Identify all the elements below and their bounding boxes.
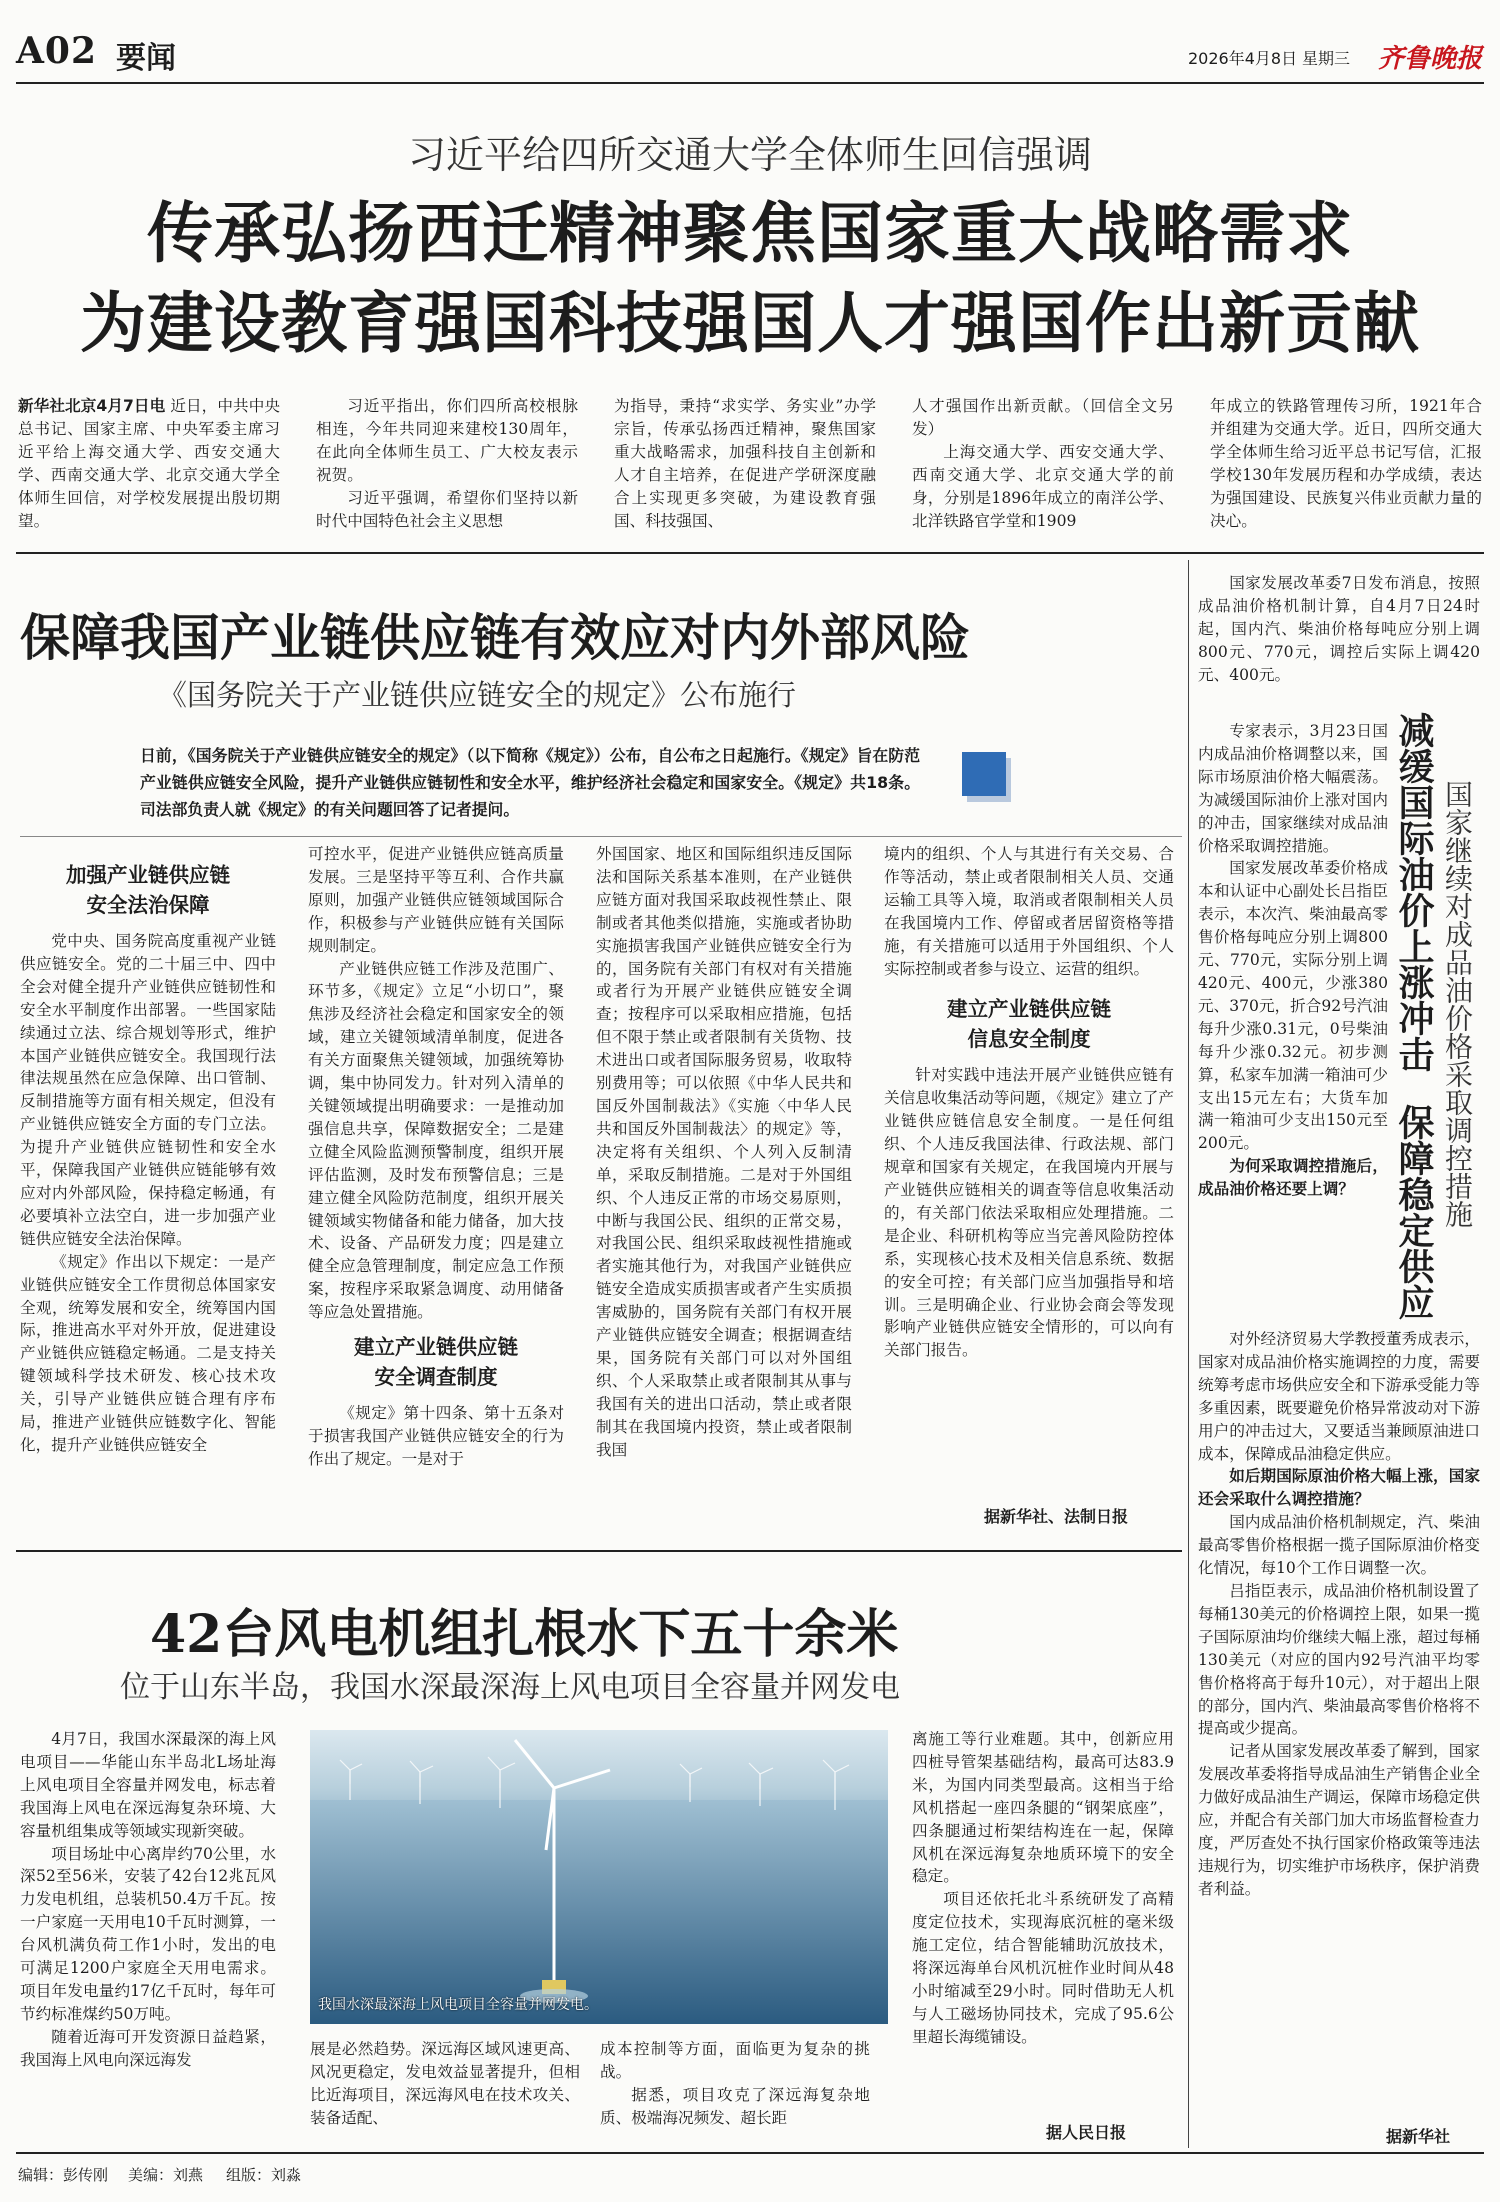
story3-col3-p2: 据悉，项目攻克了深远海复杂地质、极端海况频发、超长距 (600, 2085, 870, 2127)
story3-headline: 42台风电机组扎根水下五十余米 (150, 1604, 899, 1665)
story3-col4-p2: 项目还依托北斗系统研发了高精度定位技术，实现海底沉桩的毫米级施工定位，结合智能辅助沉放技术，将深远海单台风机沉桩作业时间从48小时缩减至29小时。同时借助无人机与人工磁场协同技术，完成了95.6公里超长海缆铺设。 (912, 1890, 1174, 2046)
wind-turbines-illustration (310, 1730, 888, 2024)
sidebar-p6: 吕指臣表示，成品油价格机制设置了每桶130美元的价格调控上限，如果一揽子国际原油均价继续大幅上涨，超过每桶130美元（对应的国内92号汽油平均零售价格将高于每升10元），对于超出上限的部分，国内汽、柴油最高零售价格将不提高或少提高。 (1198, 1581, 1480, 1738)
sidebar-p2: 专家表示，3月23日国内成品油价格调整以来，国际市场原油价格大幅震荡。为减缓国际油价上涨对国内的冲击，国家继续对成品油价格采取调控措施。 (1198, 722, 1388, 855)
sidebar-col-top (1198, 572, 1480, 718)
story3-subhead: 位于山东半岛，我国水深最深海上风电项目全容量并网发电 (120, 1670, 900, 1705)
story2-col2-p3: 《规定》第十四条、第十五条对于损害我国产业链供应链安全的行为作出了规定。一是对于 (308, 1404, 564, 1468)
story3-col1-p1: 4月7日，我国水深最深的海上风电项目——华能山东半岛北L场址海上风电项目全容量并网发电，标志着我国海上风电在深远海复杂环境、大容量机组集成等领域实现新突破。 (20, 1730, 276, 1840)
sidebar-p7: 记者从国家发展改革委了解到，国家发展改革委将指导成品油生产销售企业全力做好成品油生产调运，保障市场稳定供应，并配合有关部门加大市场监督检查力度，严厉查处不执行国家价格政策等违法违规行为，切实维护市场秩序，保护消费者利益。 (1198, 1742, 1480, 1898)
sidebar-vertical-kicker: 国家继续对成品油价格采取调控措施 (1441, 780, 1474, 1228)
sidebar-p4: 对外经济贸易大学教授董秀成表示，国家对成品油价格实施调控的力度，需要统筹考虑市场供应安全和下游承受能力等多重因素，既要避免价格异常波动对下游用户的冲击过大，又要适当兼顾原油进口成本，保障成品油稳定供应。 (1198, 1330, 1480, 1463)
story2-col1-p2: 《规定》作出以下规定：一是产业链供应链安全工作贯彻总体国家安全观，统筹发展和安全，统筹国内国际，推进高水平对外开放，促进建设产业链供应链稳定畅通。二是支持关键领域科学技术研发、核心技术攻关，引导产业链供应链合理有序布局，推进产业链供应链数字化、智能化，提升产业链供应链安全 (20, 1252, 276, 1454)
story1-col4b: 上海交通大学、西安交通大学、西南交通大学、北京交通大学的前身，分别是1896年成立的南洋公学、北洋铁路官学堂和1909 (912, 442, 1174, 530)
story2-col3: 外国国家、地区和国际组织违反国际法和国际关系基本准则，在产业链供应链方面对我国采取歧视性禁止、限制或者其他类似措施，实施或者协助实施损害我国产业链供应链安全行为的，国务院有关部门有权对有关措施或者行为开展产业链供应链安全调查；按程序可以采取相应措施，包括但不限于禁止或者限制有关货物、技术进出口或者国际服务贸易，收取特别费用等；可以依照《中华人民共和国反外国制裁法》《实施〈中华人民共和国反外国制裁法〉的规定》等，决定将有关组织、个人列入反制清单，采取反制措施。二是对于外国组织、个人违反正常的市场交易原则，中断与我国公民、组织的正常交易，对我国公民、组织采取歧视性措施或者实施其他行为，对我国产业链供应链安全造成实质损害或者产生实质损害威胁的，国务院有关部门有权开展产业链供应链安全调查；根据调查结果，国务院有关部门可以对外国组织、个人采取禁止或者限制其从事与我国有关的进出口活动，禁止或者限制其在我国境内投资，禁止或者限制我国 (596, 845, 852, 1459)
sidebar-vertical-title-a: 减缓国际油价上涨冲击 (1393, 712, 1435, 1072)
paper-logo: 齐鲁晚报 (1378, 44, 1483, 74)
story3-col2: 展是必然趋势。深远海区域风速更高、风况更稳定，发电效益显著提升，但相比近海项目，深远海风电在技术攻关、装备适配、 (310, 2040, 580, 2127)
story1-bottom-rule (16, 552, 1484, 554)
story1-col-5 (1210, 395, 1482, 545)
story3-col-1 (20, 1728, 276, 2146)
story1-kicker: 习近平给四所交通大学全体师生回信强调 (407, 133, 1092, 177)
story2-sub1: 加强产业链供应链 安全法治保障 (66, 863, 230, 917)
sidebar-source: 据新华社 (1386, 2127, 1451, 2146)
sidebar-q1: 为何采取调控措施后，成品油价格还要上调？ (1198, 1156, 1388, 1199)
story3-col1-p3: 随着近海可开发资源日益趋紧，我国海上风电向深远海发 (20, 2027, 276, 2069)
sidebar-p5: 国内成品油价格机制规定，汽、柴油最高零售价格根据一揽子国际原油价格变化情况，每10个工作日调整一次。 (1198, 1513, 1480, 1578)
story2-col-1 (20, 852, 276, 1528)
story1-dateline: 新华社北京4月7日电 (18, 397, 166, 415)
story2-col2-p1: 可控水平，促进产业链供应链高质量发展。三是坚持平等互利、合作共赢原则，加强产业链供应链领域国际合作，积极参与产业链供应链有关国际规则制定。 (308, 845, 564, 955)
footer-editor: 编辑：彭传刚 (18, 2166, 109, 2184)
sidebar-q2: 如后期国际原油价格大幅上涨，国家还会采取什么调控措施？ (1198, 1466, 1480, 1509)
story3-col-3 (600, 2038, 870, 2146)
story2-col-2 (308, 843, 564, 1528)
story3-col4-p1: 离施工等行业难题。其中，创新应用四桩导管架基础结构，最高可达83.9米，为国内同类型最高。这相当于给风机搭起一座四条腿的“钢架底座”，四条腿通过桁架结构连在一起，保障风机在深远海复杂地质环境下的安全稳定。 (912, 1730, 1174, 1886)
story1-col2a: 习近平指出，你们四所高校根脉相连，今年共同迎来建校130周年，在此向全体师生员工、广大校友表示祝贺。 (316, 397, 578, 484)
story3-source: 据人民日报 (1046, 2123, 1127, 2142)
story2-col1-p1: 党中央、国务院高度重视产业链供应链安全。党的二十届三中、四中全会对健全提升产业链供应链韧性和安全水平制度作出部署。一些国家陆续通过立法、综合规划等形式，维护本国产业链供应链安全。我国现行法律法规虽然在应急保障、出口管制、反制措施等方面有相关规定，但没有产业链供应链安全方面的专门立法。为提升产业链供应链韧性和安全水平，保障我国产业链供应链能够有效应对内外部风险，保持稳定畅通，有必要填补立法空白，进一步加强产业链供应链安全法治保障。 (20, 932, 276, 1248)
story2-col4-p1: 境内的组织、个人与其进行有关交易、合作等活动，禁止或者限制相关人员、交通运输工具等入境，取消或者限制相关人员在我国境内工作、停留或者居留资格等措施，有关措施可以适用于外国组织、个人实际控制或者参与设立、运营的组织。 (884, 845, 1174, 978)
story1-headline-2: 为建设教育强国科技强国人才强国作出新贡献 (80, 284, 1420, 362)
story2-subhead: 《国务院关于产业链供应链安全的规定》公布施行 (158, 678, 797, 712)
story2-col-3 (596, 843, 852, 1528)
story3-col1-p2: 项目场址中心离岸约70公里，水深52至56米，安装了42台12兆瓦风力发电机组，总装机50.4万千瓦。按一户家庭一天用电10千瓦时测算，一台风机满负荷工作1小时，发出的电可满足1200户家庭全天用电需求。项目年发电量约17亿千瓦时，每年可节约标准煤约50万吨。 (20, 1844, 276, 2023)
issue-date: 2026年4月8日 (1188, 49, 1298, 68)
header-rule (16, 82, 1484, 84)
section-name: 要闻 (116, 41, 176, 76)
story1-col2b: 习近平强调，希望你们坚持以新时代中国特色社会主义思想 (316, 488, 578, 530)
sidebar-vertical-title-b: 保障稳定供应 (1393, 1104, 1435, 1320)
wind-farm-photo (310, 1730, 888, 2024)
sidebar-p1: 国家发展改革委7日发布消息，按照成品油价格机制计算，自4月7日24时起，国内汽、柴油价格每吨应分别上调800元、770元，调控后实际上调420元、400元。 (1198, 574, 1480, 684)
story2-lead-rule (20, 836, 1182, 837)
story2-source: 据新华社、法制日报 (984, 1507, 1129, 1526)
issue-weekday: 星期三 (1302, 49, 1351, 68)
footer-rule (16, 2152, 1484, 2154)
story1-col-2 (316, 395, 578, 545)
story2-bottom-rule (16, 1550, 1182, 1552)
story3-col3: 成本控制等方面，面临更为复杂的挑战。 (600, 2040, 870, 2081)
footer-designer: 美编：刘燕 (128, 2166, 204, 2184)
story1-col-3 (614, 395, 876, 545)
story2-sub3: 建立产业链供应链 信息安全制度 (947, 997, 1111, 1052)
photo-caption: 我国水深最深海上风电项目全容量并网发电。 (318, 1997, 598, 2013)
story2-decor-square (962, 752, 1006, 796)
story2-lead: 日前，《国务院关于产业链供应链安全的规定》（以下简称《规定》）公布，自公布之日起施行。《规定》旨在防范产业链供应链安全风险，提升产业链供应链韧性和安全水平，维护经济社会稳定和国家安全。《规定》共18条。司法部负责人就《规定》的有关问题回答了记者提问。 (140, 746, 920, 819)
sidebar-p3: 国家发展改革委价格成本和认证中心副处长吕指臣表示，本次汽、柴油最高零售价格每吨应分别上调800元、770元，实际分别上调420元、400元，少涨380元、370元，折合92号汽油每升少涨0.31元，0号柴油每升少涨0.32元。初步测算，私家车加满一箱油可少支出15元左右；大货车加满一箱油可少支出150元至200元。 (1198, 859, 1388, 1153)
story3-col-2 (310, 2038, 580, 2146)
page-number: A02 (16, 30, 98, 72)
story1-headline-1: 传承弘扬西迁精神聚焦国家重大战略需求 (147, 194, 1353, 272)
sidebar-col-bottom (1198, 1328, 1480, 2118)
sidebar-divider (1188, 560, 1189, 2148)
story3-col-4 (912, 1728, 1174, 2118)
story2-sub2: 建立产业链供应链 安全调查制度 (354, 1335, 518, 1390)
story1-col-1 (18, 395, 280, 545)
story1-col4a: 人才强国作出新贡献。（回信全文另发） (912, 397, 1174, 438)
footer-proof: 组版：刘淼 (226, 2166, 302, 2184)
story2-col-4 (884, 843, 1174, 1491)
story2-col2-p2: 产业链供应链工作涉及范围广、环节多，《规定》立足“小切口”，聚焦涉及经济社会稳定和国家安全的领域，建立关键领域清单制度，促进各有关方面聚焦关键领域，加强统筹协调，集中协同发力。针对列入清单的关键领域提出明确要求：一是推动加强信息共享，保障数据安全；二是建立健全风险监测预警制度，组织开展评估监测，及时发布预警信息；三是建立健全风险防范制度，组织开展关键领域实物储备和能力储备，加大技术、设备、产品研发力度；四是建立健全应急管理制度，制定应急工作预案，按程序采取紧急调度、动用储备等应急处置措施。 (308, 959, 564, 1322)
story2-headline: 保障我国产业链供应链有效应对内外部风险 (20, 608, 970, 667)
story2-col4-p2: 针对实践中违法开展产业链供应链有关信息收集活动等问题，《规定》建立了产业链供应链信息安全制度。一是任何组织、个人违反我国法律、行政法规、部门规章和国家有关规定，在我国境内开展与产业链供应链相关的调查等信息收集活动的，有关部门依法采取相应处理措施。二是企业、科研机构等应当完善风险防控体系，实现核心技术及相关信息系统、数据的安全可控；有关部门应当加强指导和培训。三是明确企业、行业协会商会等发现影响产业链供应链安全情形的，可以向有关部门报告。 (884, 1066, 1174, 1360)
story1-col5: 年成立的铁路管理传习所，1921年合并组建为交通大学。近日，四所交通大学全体师生给习近平总书记写信，汇报学校130年发展历程和办学成绩，表达为强国建设、民族复兴伟业贡献力量的决心。 (1210, 397, 1482, 530)
story1-col-4 (912, 395, 1174, 545)
sidebar-col-narrow (1198, 720, 1388, 1325)
story1-col1-text: 近日，中共中央总书记、国家主席、中央军委主席习近平给上海交通大学、西安交通大学、西南交通大学、北京交通大学全体师生回信，对学校发展提出殷切期望。 (18, 397, 280, 530)
story1-col3: 为指导，秉持“求实学、务实业”办学宗旨，传承弘扬西迁精神，聚焦国家重大战略需求，加强科技自主创新和人才自主培养，在促进产学研深度融合上实现更多突破，为建设教育强国、科技强国、 (614, 397, 876, 530)
